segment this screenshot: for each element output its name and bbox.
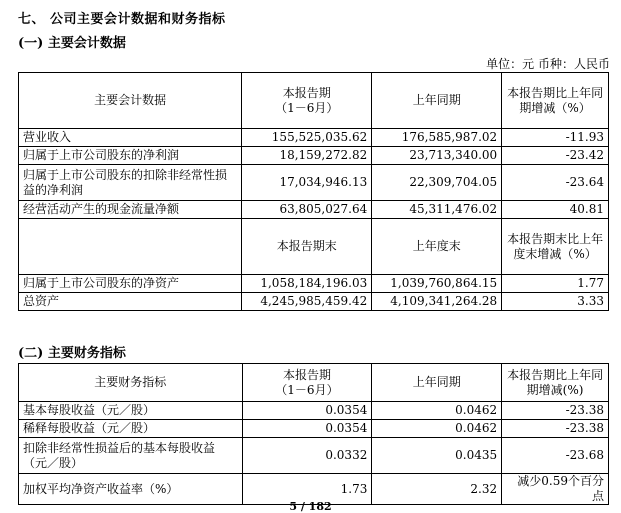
- row-chg: -23.38: [502, 402, 609, 420]
- unit-line: 单位：元 币种：人民币: [486, 57, 610, 71]
- row-prev: 22,309,704.05: [372, 165, 502, 201]
- table-row: [19, 129, 609, 147]
- row-label: 加权平均净资产收益率（%）: [19, 474, 243, 505]
- row-chg: 减少0.59个百分点: [502, 474, 609, 505]
- row-label: 归属于上市公司股东的扣除非经常性损益的净利润: [19, 165, 242, 201]
- section-title: 七、 公司主要会计数据和财务指标: [18, 12, 226, 27]
- row-prev: 0.0462: [372, 420, 502, 438]
- row-label: 稀释每股收益（元／股）: [19, 420, 243, 438]
- row-cur: 0.0354: [242, 420, 372, 438]
- row-chg: 40.81: [502, 201, 609, 219]
- sub1-title: (一) 主要会计数据: [18, 36, 126, 51]
- row-label: 基本每股收益（元／股）: [19, 402, 243, 420]
- row-chg: -11.93: [502, 129, 609, 147]
- table1-header2: [19, 219, 609, 275]
- row-label: 扣除非经常性损益后的基本每股收益（元／股）: [19, 438, 243, 474]
- table-row: [19, 420, 609, 438]
- table-row: [19, 402, 609, 420]
- table1-h2-col3: 上年度末: [372, 219, 502, 275]
- table-row: [19, 165, 609, 201]
- row-cur: 17,034,946.13: [242, 165, 372, 201]
- row-chg: -23.38: [502, 420, 609, 438]
- table1-h-col1: 主要会计数据: [19, 73, 242, 129]
- row-chg: -23.68: [502, 438, 609, 474]
- table1-h-col4: 本报告期比上年同期增减（%）: [502, 73, 609, 129]
- row-cur: 18,159,272.82: [242, 147, 372, 165]
- table1-h2-blank: [19, 219, 242, 275]
- table-row: [19, 438, 609, 474]
- row-prev: 45,311,476.02: [372, 201, 502, 219]
- row-prev: 0.0462: [372, 402, 502, 420]
- row-cur: 4,245,985,459.42: [242, 293, 372, 311]
- row-label: 经营活动产生的现金流量净额: [19, 201, 242, 219]
- row-cur: 0.0332: [242, 438, 372, 474]
- row-label: 归属于上市公司股东的净利润: [19, 147, 242, 165]
- accounting-data-table: [18, 72, 609, 311]
- row-label: 归属于上市公司股东的净资产: [19, 275, 242, 293]
- table1-h-col3: 上年同期: [372, 73, 502, 129]
- row-cur: 63,805,027.64: [242, 201, 372, 219]
- table1-h2-col2: 本报告期末: [242, 219, 372, 275]
- table-row: [19, 293, 609, 311]
- row-prev: 4,109,341,264.28: [372, 293, 502, 311]
- table-row: [19, 201, 609, 219]
- row-prev: 1,039,760,864.15: [372, 275, 502, 293]
- row-label: 营业收入: [19, 129, 242, 147]
- row-cur: 1,058,184,196.03: [242, 275, 372, 293]
- row-cur: 0.0354: [242, 402, 372, 420]
- row-cur: 155,525,035.62: [242, 129, 372, 147]
- row-label: 总资产: [19, 293, 242, 311]
- table2-h-col4: 本报告期比上年同期增减(%): [502, 364, 609, 402]
- table1-header: [19, 73, 609, 129]
- row-prev: 0.0435: [372, 438, 502, 474]
- table-row: [19, 147, 609, 165]
- table1-h2-col4: 本报告期末比上年度末增减（%）: [502, 219, 609, 275]
- table2-h-col2: 本报告期 （1－6月）: [242, 364, 372, 402]
- row-chg: -23.64: [502, 165, 609, 201]
- sub2-title: (二) 主要财务指标: [18, 346, 126, 361]
- row-chg: 3.33: [502, 293, 609, 311]
- page-number: 5 / 182: [289, 500, 332, 513]
- table1-h-col2: 本报告期 （1－6月）: [242, 73, 372, 129]
- table-row: [19, 275, 609, 293]
- row-chg: -23.42: [502, 147, 609, 165]
- row-prev: 2.32: [372, 474, 502, 505]
- row-prev: 176,585,987.02: [372, 129, 502, 147]
- table2-h-col1: 主要财务指标: [19, 364, 243, 402]
- financial-indicators-table: [18, 363, 609, 505]
- table2-header: [19, 364, 609, 402]
- row-prev: 23,713,340.00: [372, 147, 502, 165]
- row-chg: 1.77: [502, 275, 609, 293]
- row-cur: 1.73: [242, 474, 372, 505]
- table2-h-col3: 上年同期: [372, 364, 502, 402]
